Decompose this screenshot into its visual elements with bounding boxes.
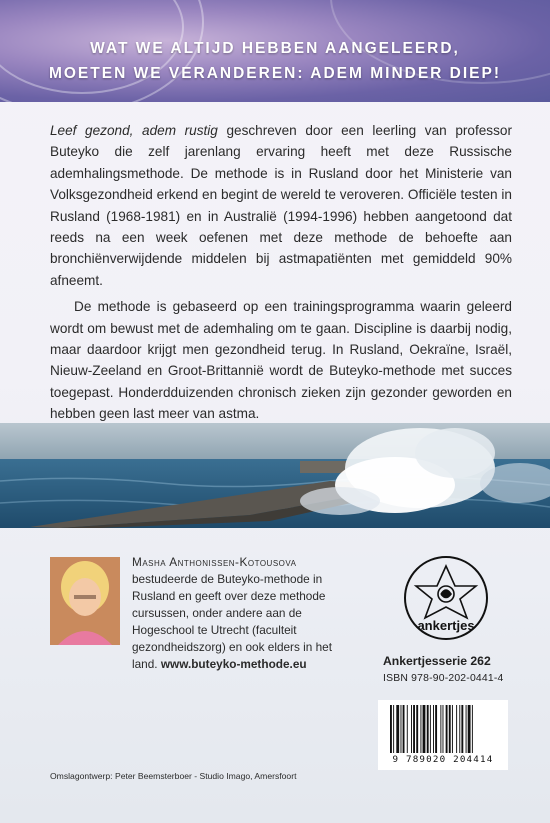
barcode-bar xyxy=(440,705,441,753)
barcode-bar xyxy=(393,705,394,753)
barcode-digits: 9 789020 204414 xyxy=(392,754,494,765)
barcode-bar xyxy=(430,705,431,753)
author-bio-text: bestudeerde de Buteyko-methode in Rusland en geeft over deze methode cursussen, onder andere aan de Hogeschool te Utrecht (faculteit gezondheidszorg) en ook elders in het land. xyxy=(132,572,333,671)
sea-photo xyxy=(0,423,550,528)
blurb-paragraph-1 xyxy=(50,120,512,291)
barcode-bar xyxy=(443,705,444,753)
author-website-link[interactable]: www.buteyko-methode.eu xyxy=(160,657,307,671)
ankertjes-logo xyxy=(385,556,507,643)
barcode-bar xyxy=(423,705,426,753)
tagline-line-1 xyxy=(0,36,550,61)
book-title: Leef gezond, adem rustig xyxy=(50,123,218,138)
barcode-bar xyxy=(456,705,457,753)
barcode-bar xyxy=(433,705,434,753)
barcode-bar xyxy=(466,705,467,753)
barcode-bar xyxy=(452,705,453,753)
author-bio xyxy=(132,554,357,673)
barcode-bar xyxy=(468,705,471,753)
logo-wordmark: ankertjes xyxy=(417,618,475,633)
barcode-bar xyxy=(413,705,415,753)
author-photo xyxy=(50,557,120,645)
barcode-bar xyxy=(459,705,460,753)
barcode-bar xyxy=(411,705,412,753)
series-label: Ankertjesserie 262 xyxy=(383,654,491,668)
barcode-bar xyxy=(446,705,448,753)
barcode-bar xyxy=(390,705,392,753)
tagline-text: WAT WE ALTIJD HEBBEN xyxy=(90,40,320,57)
barcode-bars xyxy=(388,705,498,755)
barcode-bar xyxy=(449,705,451,753)
barcode-bar xyxy=(403,705,405,753)
barcode-bar xyxy=(420,705,421,753)
header-band xyxy=(0,0,550,102)
barcode-bar xyxy=(435,705,437,753)
tagline-text: ! xyxy=(493,65,502,82)
barcode-bar xyxy=(396,705,399,753)
isbn: ISBN 978-90-202-0441-4 xyxy=(383,673,504,684)
barcode-bar xyxy=(407,705,408,753)
tagline xyxy=(0,36,550,86)
barcode-bar xyxy=(401,705,402,753)
barcode-bar xyxy=(416,705,418,753)
cover-design-credit: Omslagontwerp: Peter Beemsterboer - Studio Imago, Amersfoort xyxy=(50,771,297,781)
barcode-bar xyxy=(427,705,429,753)
tagline-emphasis: AANGELEERD, xyxy=(325,40,460,57)
author-name: Masha Anthonissen-Kotousova xyxy=(132,555,297,569)
barcode-bar xyxy=(472,705,473,753)
barcode-bar xyxy=(461,705,463,753)
blurb xyxy=(50,120,512,425)
tagline-emphasis: ADEM MINDER DIEP xyxy=(310,65,494,82)
blurb-text: geschreven door een leerling van professor Buteyko die zelf jarenlang ervaring heeft met deze Russische ademhalingsmethode. De methode is in Rusland door het Ministerie van Volksgezondheid erkend en begint de wereld te veroveren. Officiële testen in Rusland (1968-1981) en in Australië (1994-1996) hebben aangetoond dat reeds na een week oefenen met deze methode de behoefte aan bronchiënverwijdende middelen bij astmapatiënten met gemiddeld 90% afneemt. xyxy=(50,123,512,288)
blurb-paragraph-2: De methode is gebaseerd op een trainingsprogramma waarin geleerd wordt om bewust met de ademhaling om te gaan. Discipline is daarbij nodig, maar daardoor krijgt men gezondheid terug. In Rusland, Oekraïne, Israël, Nieuw-Zeeland en Groot-Brittannië wordt de Buteyko-methode met succes toegepast. Honderdduizenden chronisch zieken zijn gezonder geworden en hebben geen last meer van astma. xyxy=(50,299,512,422)
barcode xyxy=(378,700,508,770)
tagline-text: MOETEN WE VERANDEREN: xyxy=(48,65,305,82)
compass-rose-icon xyxy=(416,566,476,618)
tagline-line-2 xyxy=(0,61,550,86)
